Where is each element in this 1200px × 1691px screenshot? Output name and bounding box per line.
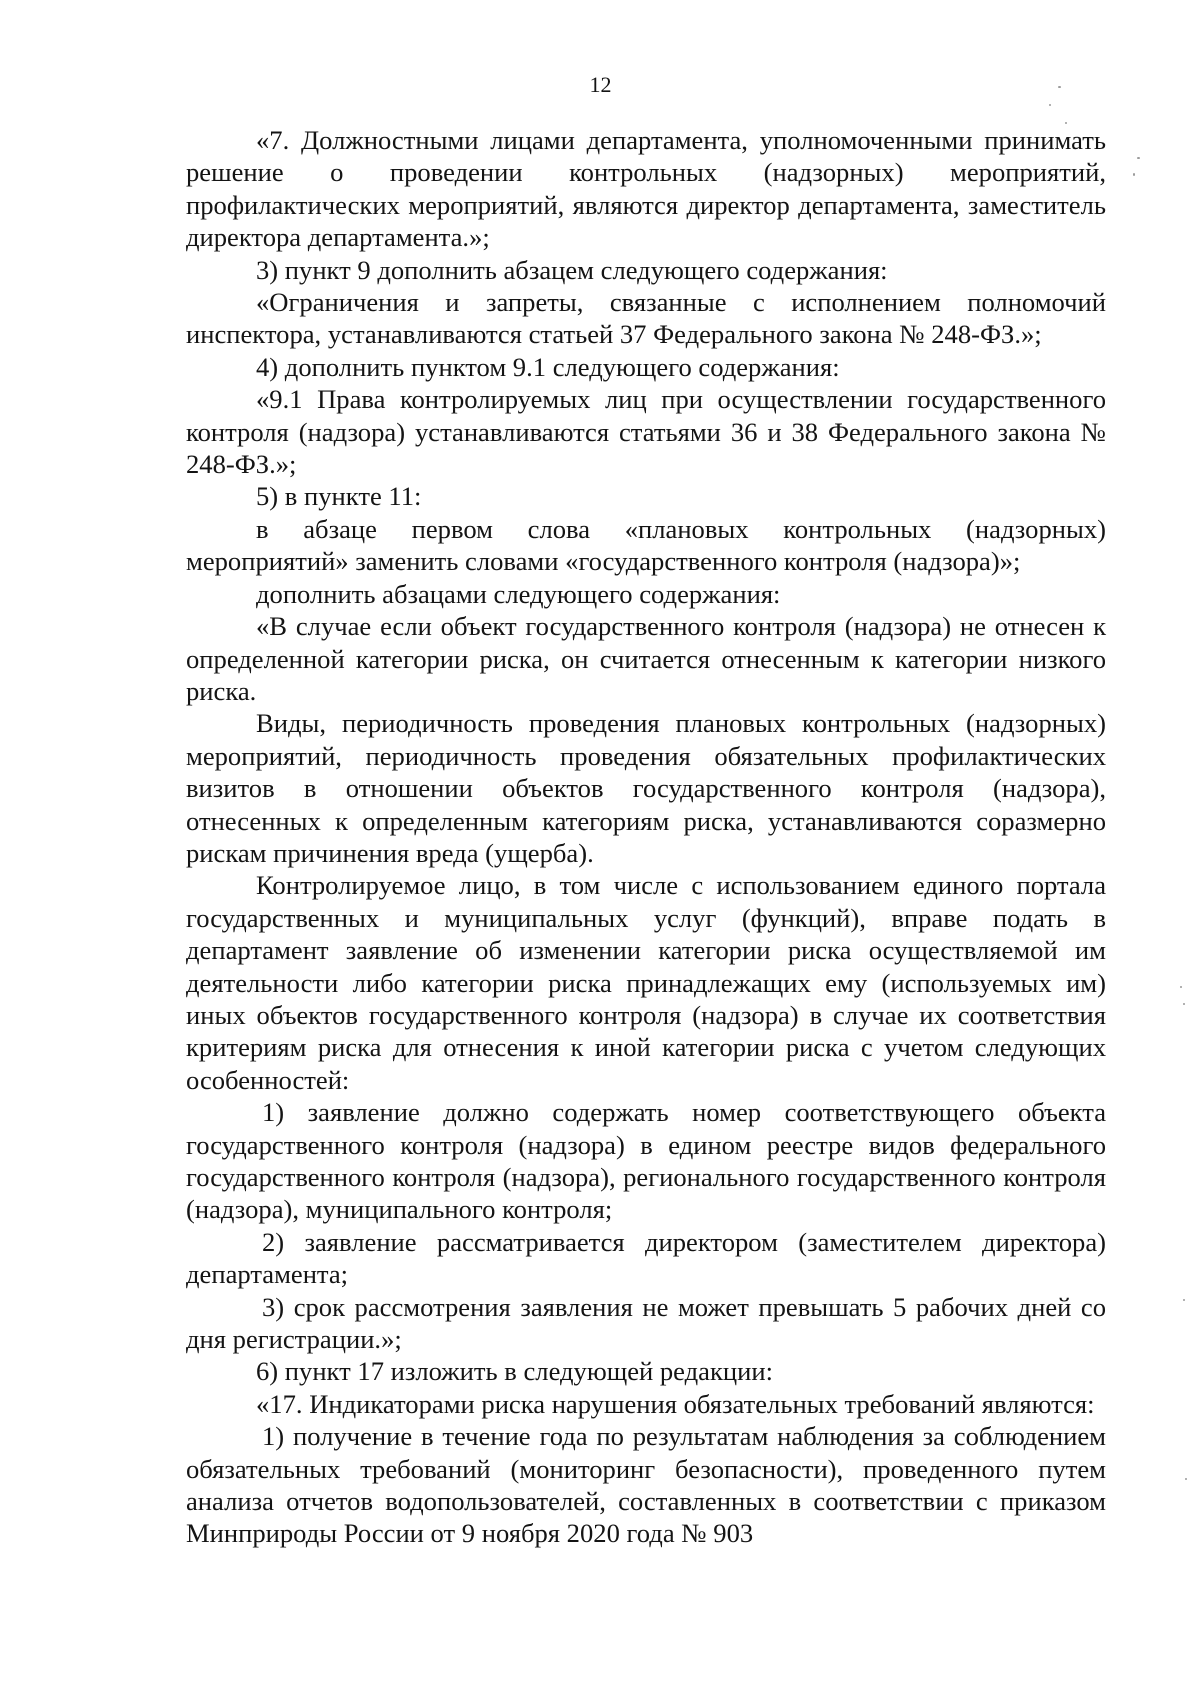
paragraph-amend-point-11: 5) в пункте 11: [256, 481, 422, 512]
scan-speck [1137, 157, 1140, 159]
paragraph-item-7: «7. Должностными лицами департамента, уполномоченными принимать решение о проведении контрольных (надзорных) мероприятий, профилактических мероприятий, являются директор департамента, заместитель директора департамента.»; [186, 125, 1106, 253]
page-number: 12 [589, 72, 612, 97]
paragraph-item-9-1: «9.1 Права контролируемых лиц при осуществлении государственного контроля (надзора) устанавливаются статьями 36 и 38 Федерального закона № 248-ФЗ.»; [186, 384, 1106, 480]
paragraph-restrictions: «Ограничения и запреты, связанные с исполнением полномочий инспектора, устанавливаются статьей 37 Федерального закона № 248-ФЗ.»; [186, 287, 1106, 350]
paragraph-low-risk: «В случае если объект государственного контроля (надзора) не отнесен к определенной категории риска, он считается отнесенным к категории низкого риска. [186, 611, 1106, 706]
paragraph-condition-2: 2) заявление рассматривается директором (заместителем директора) департамента; [186, 1226, 1106, 1290]
paragraph-amend-point-9: 3) пункт 9 дополнить абзацем следующего содержания: [256, 254, 888, 285]
paragraph-indicator-1: 1) получение в течение года по результатам наблюдения за соблюдением обязательных требований (мониторинг безопасности), проведенного путем анализа отчетов водопользователей, составленных в соответствии с приказом Минприроды России от 9 ноября 2020 года № 903 [186, 1421, 1106, 1549]
scan-speck [1049, 104, 1051, 106]
scan-speck [1133, 173, 1135, 176]
scan-speck [1183, 1003, 1185, 1005]
paragraph-amend-point-17: 6) пункт 17 изложить в следующей редакции: [256, 1356, 773, 1387]
paragraph-add-paragraphs: дополнить абзацами следующего содержания: [256, 578, 781, 609]
paragraph-item-17: «17. Индикаторами риска нарушения обязательных требований являются: [256, 1388, 1095, 1419]
paragraph-condition-1: 1) заявление должно содержать номер соответствующего объекта государственного контроля (надзора) в едином реестре видов федерального государственного контроля (надзора), регионального государственного контроля (надзора), муниципального контроля; [186, 1097, 1106, 1225]
paragraph-amend-point-9-1: 4) дополнить пунктом 9.1 следующего содержания: [256, 351, 840, 382]
paragraph-condition-3: 3) срок рассмотрения заявления не может превышать 5 рабочих дней со дня регистрации.»; [186, 1291, 1106, 1355]
scan-speck [1183, 1299, 1185, 1301]
document-body [186, 124, 1106, 1550]
scan-speck [1058, 86, 1061, 88]
paragraph-inspection-frequency: Виды, периодичность проведения плановых контрольных (надзорных) мероприятий, периодичность проведения обязательных профилактических визитов в отношении объектов государственного контроля (надзора), отнесенных к определенным категориям риска, устанавливаются соразмерно рискам причинения вреда (ущерба). [186, 708, 1106, 868]
scan-speck [1065, 122, 1067, 124]
scan-speck [1180, 986, 1182, 988]
paragraph-replace-words: в абзаце первом слова «плановых контрольных (надзорных) мероприятий» заменить словами «государственного контроля (надзора)»; [186, 513, 1106, 577]
scan-speck [1185, 1478, 1187, 1480]
paragraph-risk-change-application: Контролируемое лицо, в том числе с использованием единого портала государственных и муниципальных услуг (функций), вправе подать в департамент заявление об изменении категории риска осуществляемой им деятельности либо категории риска принадлежащих ему (используемых им) иных объектов государственного контроля (надзора) в случае их соответствия критериям риска для отнесения к иной категории риска с учетом следующих особенностей: [186, 870, 1106, 1095]
